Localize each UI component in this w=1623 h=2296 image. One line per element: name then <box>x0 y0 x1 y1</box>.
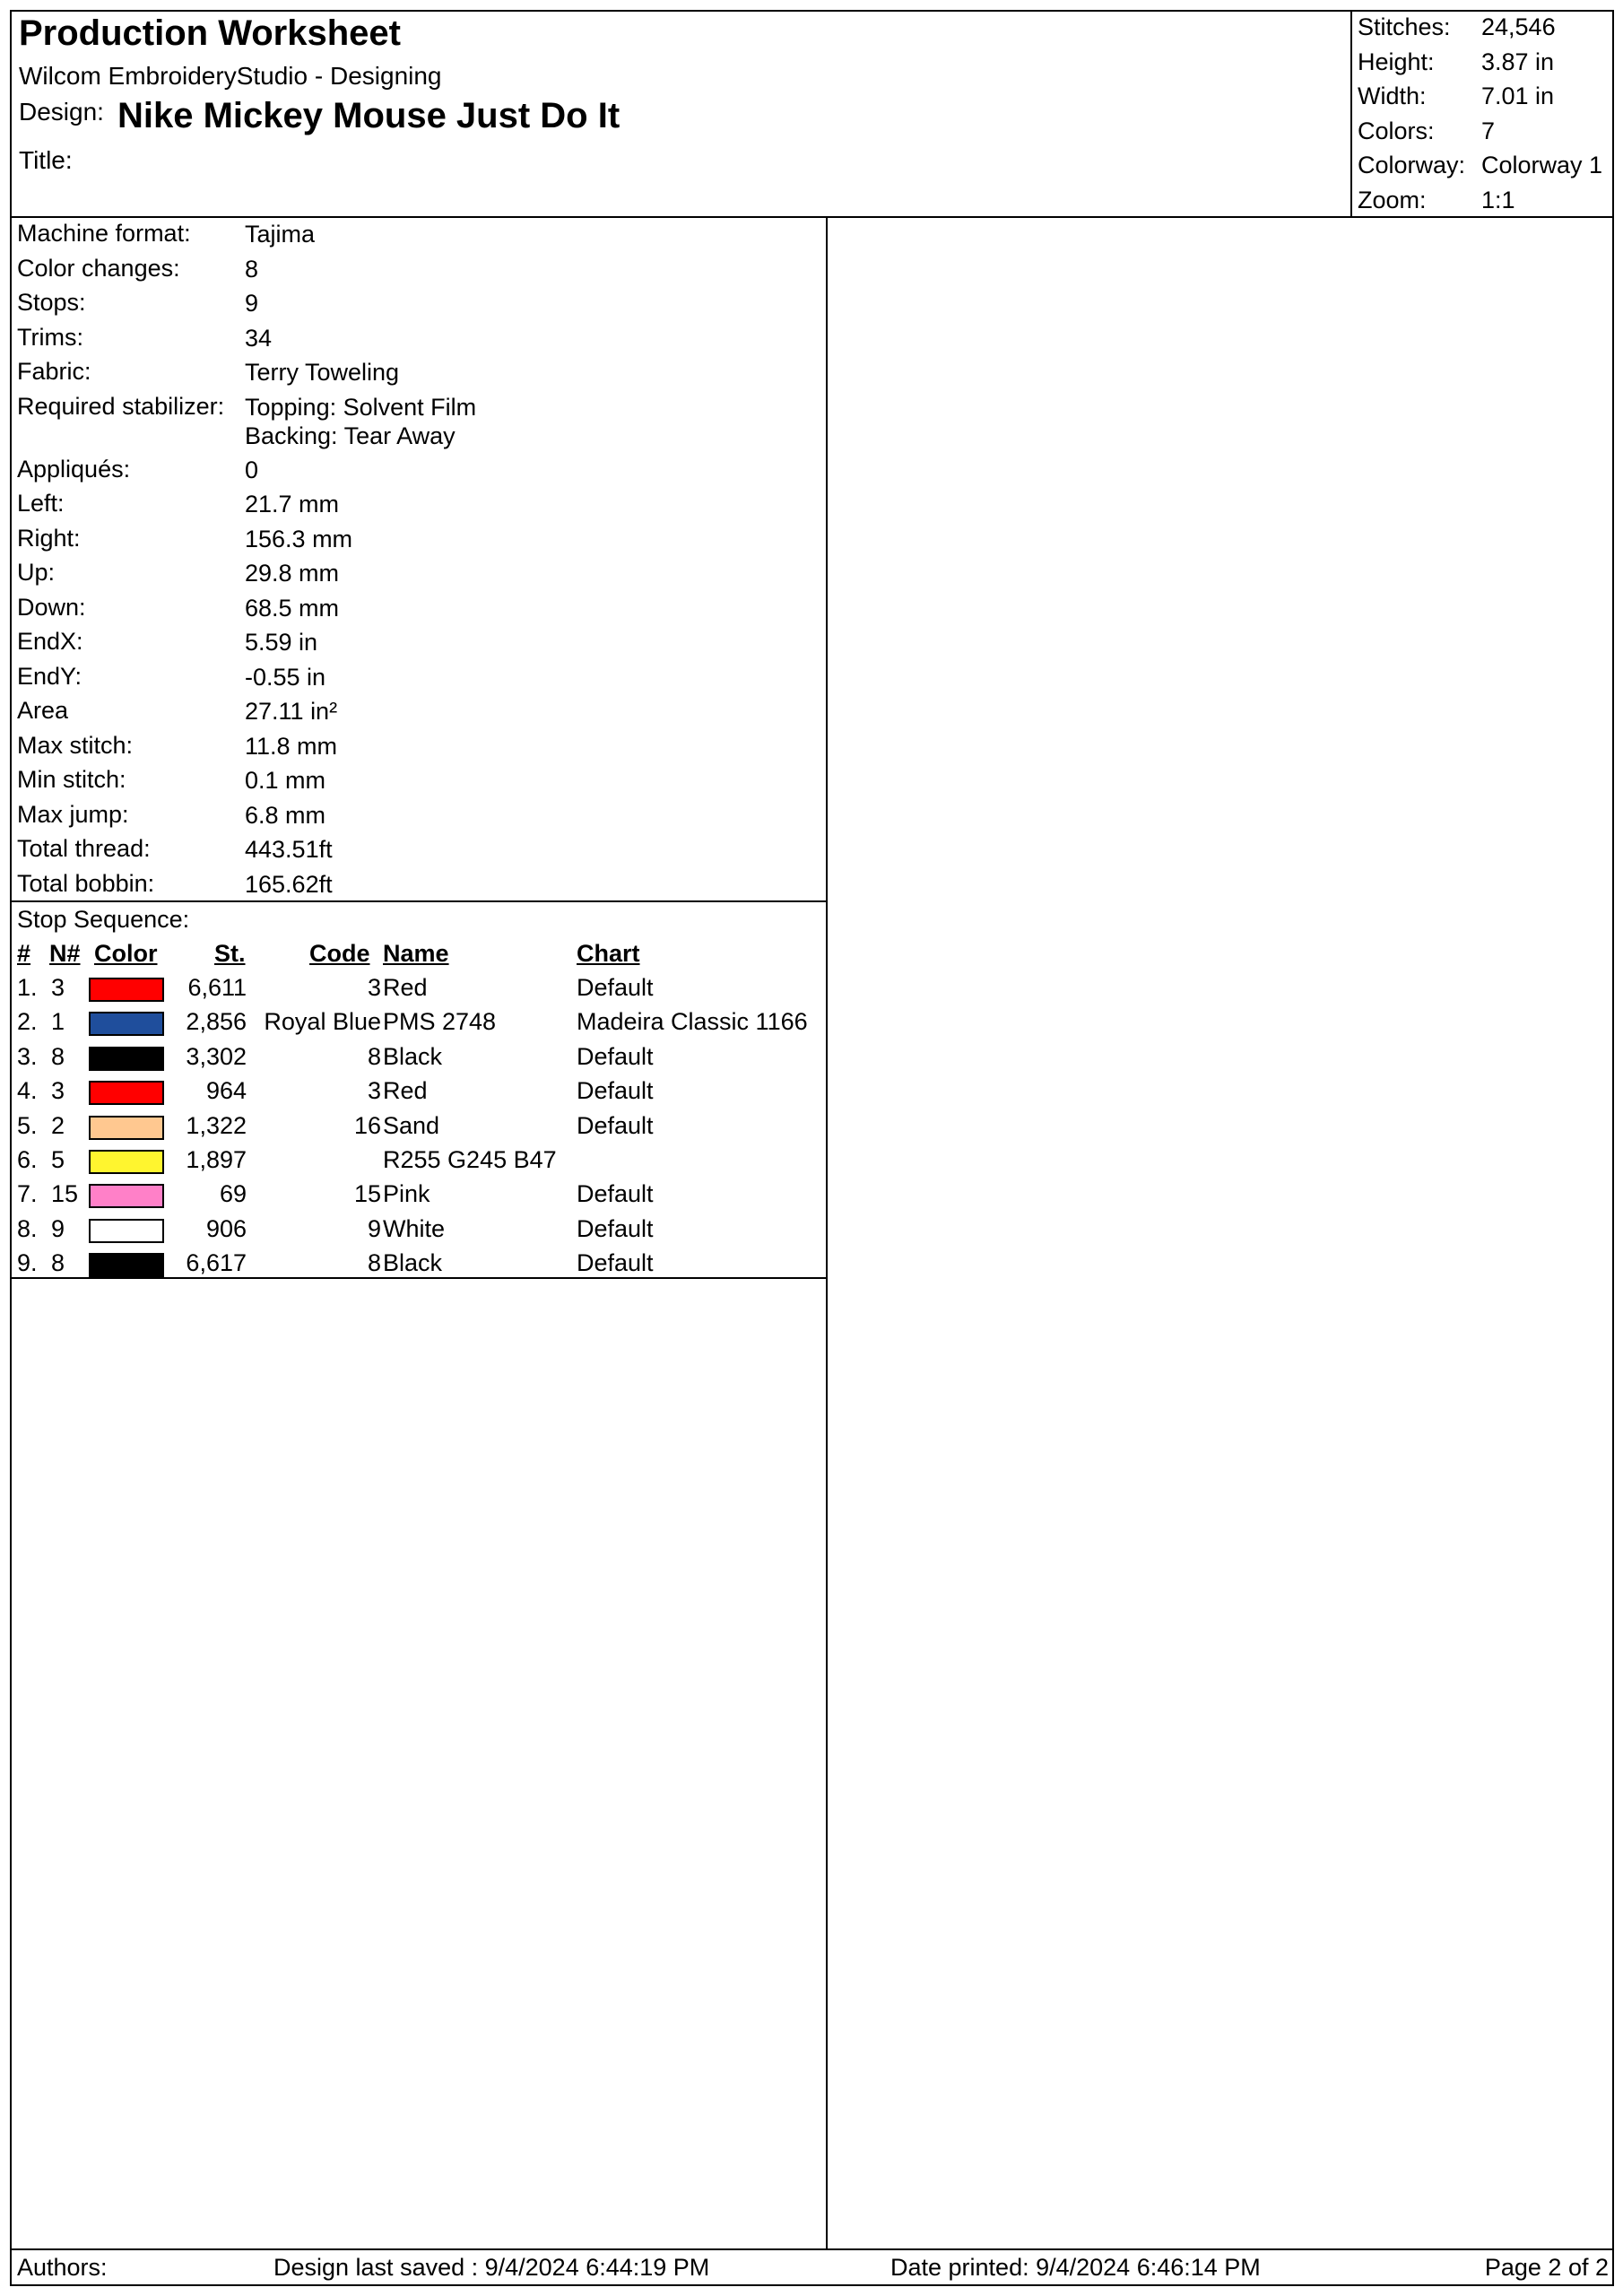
detail-label: Max jump: <box>17 800 129 828</box>
summary-label: Width: <box>1358 83 1427 109</box>
stop-code: Royal Blue <box>264 1008 381 1036</box>
detail-value-text: 21.7 mm <box>245 491 340 517</box>
stop-chart: Default <box>577 1180 654 1208</box>
stop-code: 3 <box>367 974 381 1001</box>
color-swatch <box>89 1012 164 1036</box>
summary-value: 7 <box>1481 117 1496 144</box>
detail-label: Max stitch: <box>17 731 134 759</box>
stop-sequence-title: Stop Sequence: <box>17 906 190 933</box>
detail-label: Up: <box>17 559 56 586</box>
detail-value-text: 0.1 mm <box>245 767 326 794</box>
stop-name: Black <box>383 1042 443 1070</box>
stop-chart: Default <box>577 1042 654 1070</box>
last-saved: Design last saved : 9/4/2024 6:44:19 PM <box>273 2254 710 2281</box>
detail-value-text: 9 <box>245 290 259 317</box>
detail-value-text: -0.55 in <box>245 663 326 691</box>
summary-box <box>1350 12 1612 216</box>
col-header-name: Name <box>383 940 449 967</box>
stop-needle: 1 <box>51 1008 65 1036</box>
detail-value <box>245 732 337 761</box>
detail-value-text-2: Backing: Tear Away <box>245 422 456 449</box>
stop-row <box>12 974 826 1008</box>
detail-value <box>245 456 258 484</box>
stop-code: 3 <box>367 1077 381 1105</box>
col-header-color: Color <box>94 940 158 967</box>
detail-value <box>245 766 325 795</box>
stop-chart: Default <box>577 1111 654 1139</box>
stop-needle: 5 <box>51 1146 65 1173</box>
stop-num: 5. <box>17 1111 38 1139</box>
color-swatch <box>89 1116 164 1140</box>
detail-value <box>245 289 258 317</box>
summary-value: 24,546 <box>1481 13 1556 40</box>
stop-stitches: 6,611 <box>187 974 247 1001</box>
detail-value <box>245 393 476 450</box>
detail-value-text: 156.3 mm <box>245 525 353 552</box>
detail-label: Color changes: <box>17 254 180 282</box>
summary-value: 7.01 in <box>1481 83 1555 109</box>
stop-needle: 3 <box>51 974 65 1001</box>
stop-row <box>12 1077 826 1111</box>
stop-code: 8 <box>367 1042 381 1070</box>
summary-label: Stitches: <box>1358 13 1451 40</box>
stop-num: 1. <box>17 974 38 1001</box>
stop-stitches: 1,322 <box>186 1111 247 1139</box>
worksheet-footer <box>12 2248 1612 2284</box>
detail-value-text: 0 <box>245 456 259 483</box>
color-swatch <box>89 1184 164 1208</box>
detail-value <box>245 324 272 352</box>
detail-value <box>245 801 325 830</box>
stop-row <box>12 1249 826 1283</box>
detail-value <box>245 594 339 622</box>
detail-value-text: Terry Toweling <box>245 359 400 386</box>
stop-sequence-table <box>12 902 826 1279</box>
detail-label: Stops: <box>17 289 86 316</box>
stop-stitches: 2,856 <box>186 1008 247 1036</box>
col-header-chart: Chart <box>577 940 640 967</box>
color-swatch <box>89 978 164 1002</box>
left-panel <box>12 218 828 2248</box>
detail-value-text: 8 <box>245 255 259 283</box>
detail-label: Area <box>17 697 69 724</box>
stop-chart: Default <box>577 1077 654 1105</box>
stop-row <box>12 1215 826 1249</box>
header-info <box>12 12 1350 216</box>
detail-label: Min stitch: <box>17 766 126 793</box>
summary-value: Colorway 1 <box>1481 152 1603 178</box>
date-printed: Date printed: 9/4/2024 6:46:14 PM <box>890 2254 1261 2281</box>
stop-row <box>12 1146 826 1180</box>
stop-chart: Default <box>577 1214 654 1242</box>
detail-label: Right: <box>17 524 81 552</box>
col-header-code: Code <box>309 940 370 967</box>
stop-stitches: 1,897 <box>186 1146 247 1173</box>
detail-value <box>245 697 337 726</box>
summary-label: Colorway: <box>1358 152 1466 178</box>
detail-value <box>245 835 333 864</box>
detail-value-text: 11.8 mm <box>245 732 338 760</box>
col-header-needle: N# <box>49 940 81 967</box>
stop-num: 2. <box>17 1008 38 1036</box>
detail-label: Total bobbin: <box>17 869 155 897</box>
stop-chart: Madeira Classic 1166 <box>577 1008 808 1036</box>
stop-name: Sand <box>383 1111 440 1139</box>
stop-needle: 8 <box>51 1249 65 1277</box>
detail-value-text: 68.5 mm <box>245 594 340 622</box>
detail-label: Fabric: <box>17 358 91 385</box>
stop-name: PMS 2748 <box>383 1008 497 1036</box>
stop-stitches: 3,302 <box>186 1042 247 1070</box>
stop-needle: 3 <box>51 1077 65 1105</box>
detail-value-text: 29.8 mm <box>245 560 340 587</box>
stop-num: 4. <box>17 1077 38 1105</box>
stop-num: 3. <box>17 1042 38 1070</box>
stop-code: 9 <box>367 1214 381 1242</box>
detail-label: EndX: <box>17 628 83 655</box>
detail-label: Total thread: <box>17 835 151 862</box>
stop-num: 6. <box>17 1146 38 1173</box>
stop-name: White <box>383 1214 446 1242</box>
design-name: Nike Mickey Mouse Just Do It <box>117 96 621 135</box>
detail-value <box>245 358 399 387</box>
summary-label: Height: <box>1358 48 1435 75</box>
detail-value-text: 5.59 in <box>245 629 318 656</box>
detail-value-text: Topping: Solvent Film <box>245 393 477 421</box>
worksheet-frame <box>10 10 1614 2286</box>
stop-name: Red <box>383 1077 428 1105</box>
worksheet-header <box>12 12 1612 218</box>
col-header-num: # <box>17 940 31 967</box>
color-swatch <box>89 1150 164 1174</box>
stop-name: Red <box>383 974 428 1001</box>
detail-value <box>245 220 315 248</box>
design-preview-area <box>828 218 1612 2248</box>
stop-row <box>12 1112 826 1146</box>
stop-name: Black <box>383 1249 443 1277</box>
detail-value-text: 27.11 in² <box>245 698 338 725</box>
summary-value: 3.87 in <box>1481 48 1555 75</box>
summary-label: Zoom: <box>1358 186 1427 213</box>
detail-value-text: 165.62ft <box>245 870 333 898</box>
summary-label: Colors: <box>1358 117 1435 144</box>
color-swatch <box>89 1047 164 1071</box>
stop-needle: 9 <box>51 1214 65 1242</box>
design-label: Design: <box>19 98 104 126</box>
detail-value <box>245 525 352 553</box>
stop-chart: Default <box>577 1249 654 1277</box>
detail-label: Left: <box>17 490 65 517</box>
color-swatch <box>89 1219 164 1243</box>
page-title: Production Worksheet <box>19 13 401 53</box>
detail-label: Appliqués: <box>17 455 131 483</box>
stop-name: Pink <box>383 1180 430 1208</box>
stop-num: 7. <box>17 1180 38 1208</box>
stop-chart: Default <box>577 974 654 1001</box>
detail-label: EndY: <box>17 662 82 690</box>
detail-value <box>245 490 339 518</box>
stop-row <box>12 1008 826 1042</box>
design-details <box>12 218 826 902</box>
stop-code: 15 <box>353 1180 381 1208</box>
stop-row <box>12 1043 826 1077</box>
detail-label: Required stabilizer: <box>17 392 225 420</box>
stop-needle: 2 <box>51 1111 65 1139</box>
authors-label: Authors: <box>17 2254 108 2281</box>
color-swatch <box>89 1081 164 1105</box>
detail-label: Trims: <box>17 323 83 351</box>
stop-num: 8. <box>17 1214 38 1242</box>
stop-needle: 8 <box>51 1042 65 1070</box>
detail-value-text: 6.8 mm <box>245 801 326 829</box>
detail-value-text: Tajima <box>245 221 316 248</box>
col-header-stitches: St. <box>214 940 246 967</box>
title-label: Title: <box>19 146 73 174</box>
detail-value-text: 443.51ft <box>245 836 333 863</box>
app-subtitle: Wilcom EmbroideryStudio - Designing <box>19 62 442 90</box>
summary-value: 1:1 <box>1481 186 1515 213</box>
color-swatch <box>89 1253 164 1277</box>
detail-value <box>245 628 317 657</box>
stop-code: 8 <box>367 1249 381 1277</box>
detail-value <box>245 559 339 587</box>
stop-stitches: 69 <box>219 1180 247 1208</box>
detail-label: Machine format: <box>17 220 191 247</box>
stop-name: R255 G245 B47 <box>383 1146 557 1173</box>
detail-value-text: 34 <box>245 324 273 352</box>
stop-row <box>12 1180 826 1214</box>
stop-num: 9. <box>17 1249 38 1277</box>
detail-value <box>245 870 333 899</box>
stop-stitches: 906 <box>205 1214 247 1242</box>
stop-stitches: 6,617 <box>186 1249 247 1277</box>
detail-label: Down: <box>17 593 86 621</box>
stop-stitches: 964 <box>205 1077 247 1105</box>
detail-value <box>245 255 258 283</box>
page-number: Page 2 of 2 <box>1484 2254 1609 2281</box>
stop-needle: 15 <box>51 1180 79 1208</box>
stop-code: 16 <box>353 1111 381 1139</box>
detail-value <box>245 663 325 691</box>
